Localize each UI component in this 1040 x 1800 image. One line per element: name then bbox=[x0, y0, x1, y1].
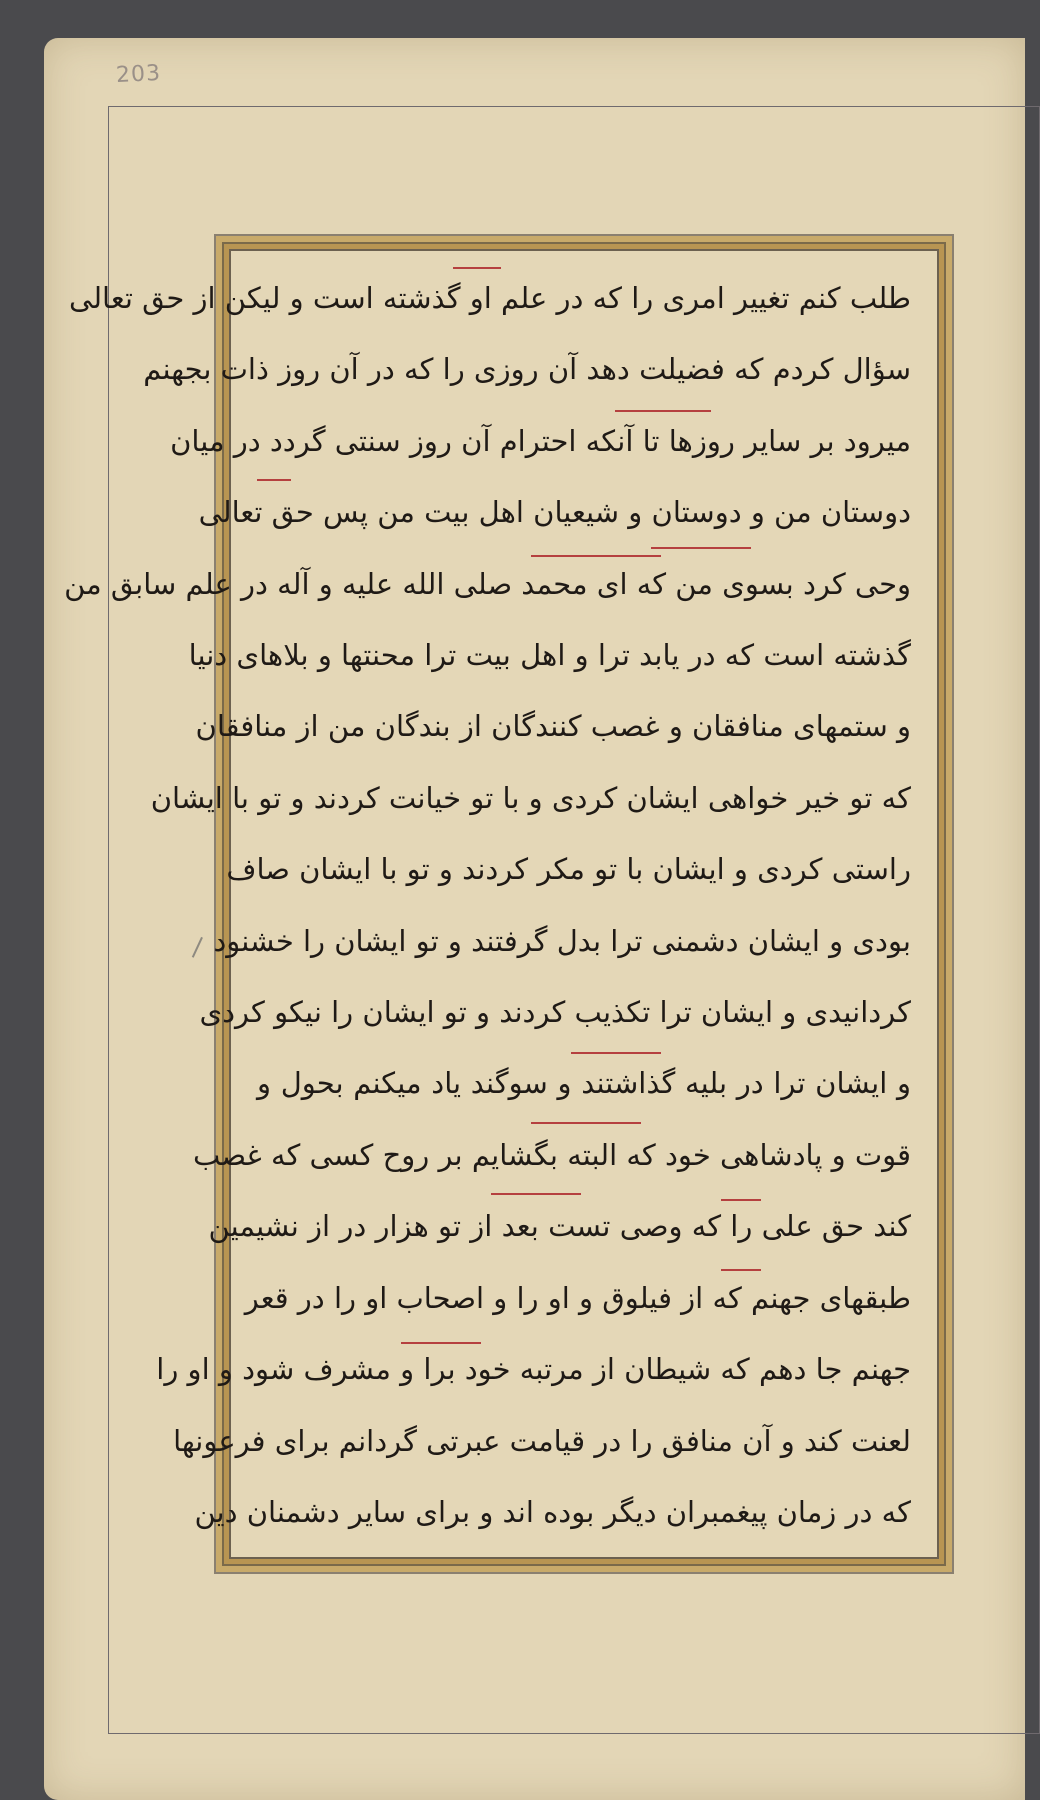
text-line bbox=[192, 1126, 911, 1190]
text-line bbox=[188, 626, 911, 690]
folio-number: 203 bbox=[115, 60, 162, 89]
text-line-content: میرود بر سایر روزها تا آنکه احترام آن روز سنتی گردد در میان bbox=[170, 423, 911, 458]
text-line-content: که در زمان پیغمبران دیگر بوده اند و برای سایر دشمنان دین bbox=[194, 1494, 911, 1529]
text-line bbox=[69, 269, 911, 333]
text-line-content: و ایشان ترا در بلیه گذاشتند و سوگند یاد میکنم بحول و bbox=[257, 1066, 911, 1101]
text-line-content: بودی و ایشان دشمنی ترا بدل گرفتند و تو ایشان را خشنود bbox=[213, 923, 911, 958]
text-line-content: قوت و پادشاهی خود که البته بگشایم بر روح کسی که غصب bbox=[192, 1137, 911, 1172]
text-line-content: طبقهای جهنم که از فیلوق و او را و اصحاب او را در قعر bbox=[244, 1280, 911, 1315]
text-line bbox=[226, 840, 911, 904]
rubric-overline bbox=[531, 555, 661, 557]
text-line-content: که تو خیر خواهی ایشان کردی و با تو خیانت کردند و تو با ایشان bbox=[150, 780, 911, 815]
rubric-overline bbox=[721, 1269, 761, 1271]
text-block-frame bbox=[64, 234, 954, 1574]
rubric-overline bbox=[453, 267, 501, 269]
text-line-content: و ستمهای منافقان و غصب کنندگان از بندگان من از منافقان bbox=[195, 709, 911, 744]
gold-border bbox=[64, 242, 946, 1566]
text-line-content: وحی کرد بسوی من که ای محمد صلی الله علیه و آله در علم سابق من bbox=[64, 566, 911, 601]
text-line bbox=[150, 769, 911, 833]
text-line bbox=[199, 983, 911, 1047]
text-block bbox=[64, 249, 939, 1559]
text-line bbox=[244, 1269, 911, 1333]
rubric-overline bbox=[531, 1122, 641, 1124]
text-line-content: کردانیدی و ایشان ترا تکذیب کردند و تو ایشان را نیکو کردی bbox=[199, 995, 911, 1030]
text-line bbox=[156, 1340, 911, 1404]
text-line bbox=[257, 1054, 911, 1118]
rubric-overline bbox=[491, 1193, 581, 1195]
text-line-content: دوستان من و دوستان و شیعیان اهل بیت من پس حق تعالی bbox=[198, 495, 911, 530]
text-line-content: جهنم جا دهم که شیطان از مرتبه خود برا و مشرف شود و او را bbox=[156, 1352, 911, 1387]
text-line-content: طلب کنم تغییر امری را که در علم او گذشته است و لیکن از حق تعالی bbox=[69, 281, 911, 315]
text-line-content: گذشته است که در یابد ترا و اهل بیت ترا محنتها و بلاهای دنیا bbox=[188, 638, 911, 673]
rubric-overline bbox=[615, 410, 711, 412]
text-line bbox=[195, 697, 911, 761]
text-line-content: کند حق علی را که وصی تست بعد از تو هزار در از نشیمین bbox=[208, 1209, 911, 1244]
rubric-overline bbox=[571, 1052, 661, 1054]
text-line-content: لعنت کند و آن منافق را در قیامت عبرتی گردانم برای فرعونها bbox=[173, 1423, 911, 1458]
text-line bbox=[64, 555, 911, 619]
text-line bbox=[198, 483, 911, 547]
text-line bbox=[143, 340, 911, 404]
rubric-overline bbox=[257, 479, 291, 481]
text-line-content: راستی کردی و ایشان با تو مکر کردند و تو با ایشان صاف bbox=[226, 852, 911, 887]
text-line bbox=[213, 912, 911, 976]
text-line bbox=[170, 412, 911, 476]
rubric-overline bbox=[721, 1199, 761, 1201]
rubric-overline bbox=[401, 1342, 481, 1344]
text-line bbox=[208, 1197, 911, 1261]
text-line bbox=[194, 1483, 911, 1547]
text-line bbox=[173, 1412, 911, 1476]
text-line-content: سؤال کردم که فضیلت دهد آن روزی را که در آن روز ذات بجهنم bbox=[143, 352, 911, 387]
